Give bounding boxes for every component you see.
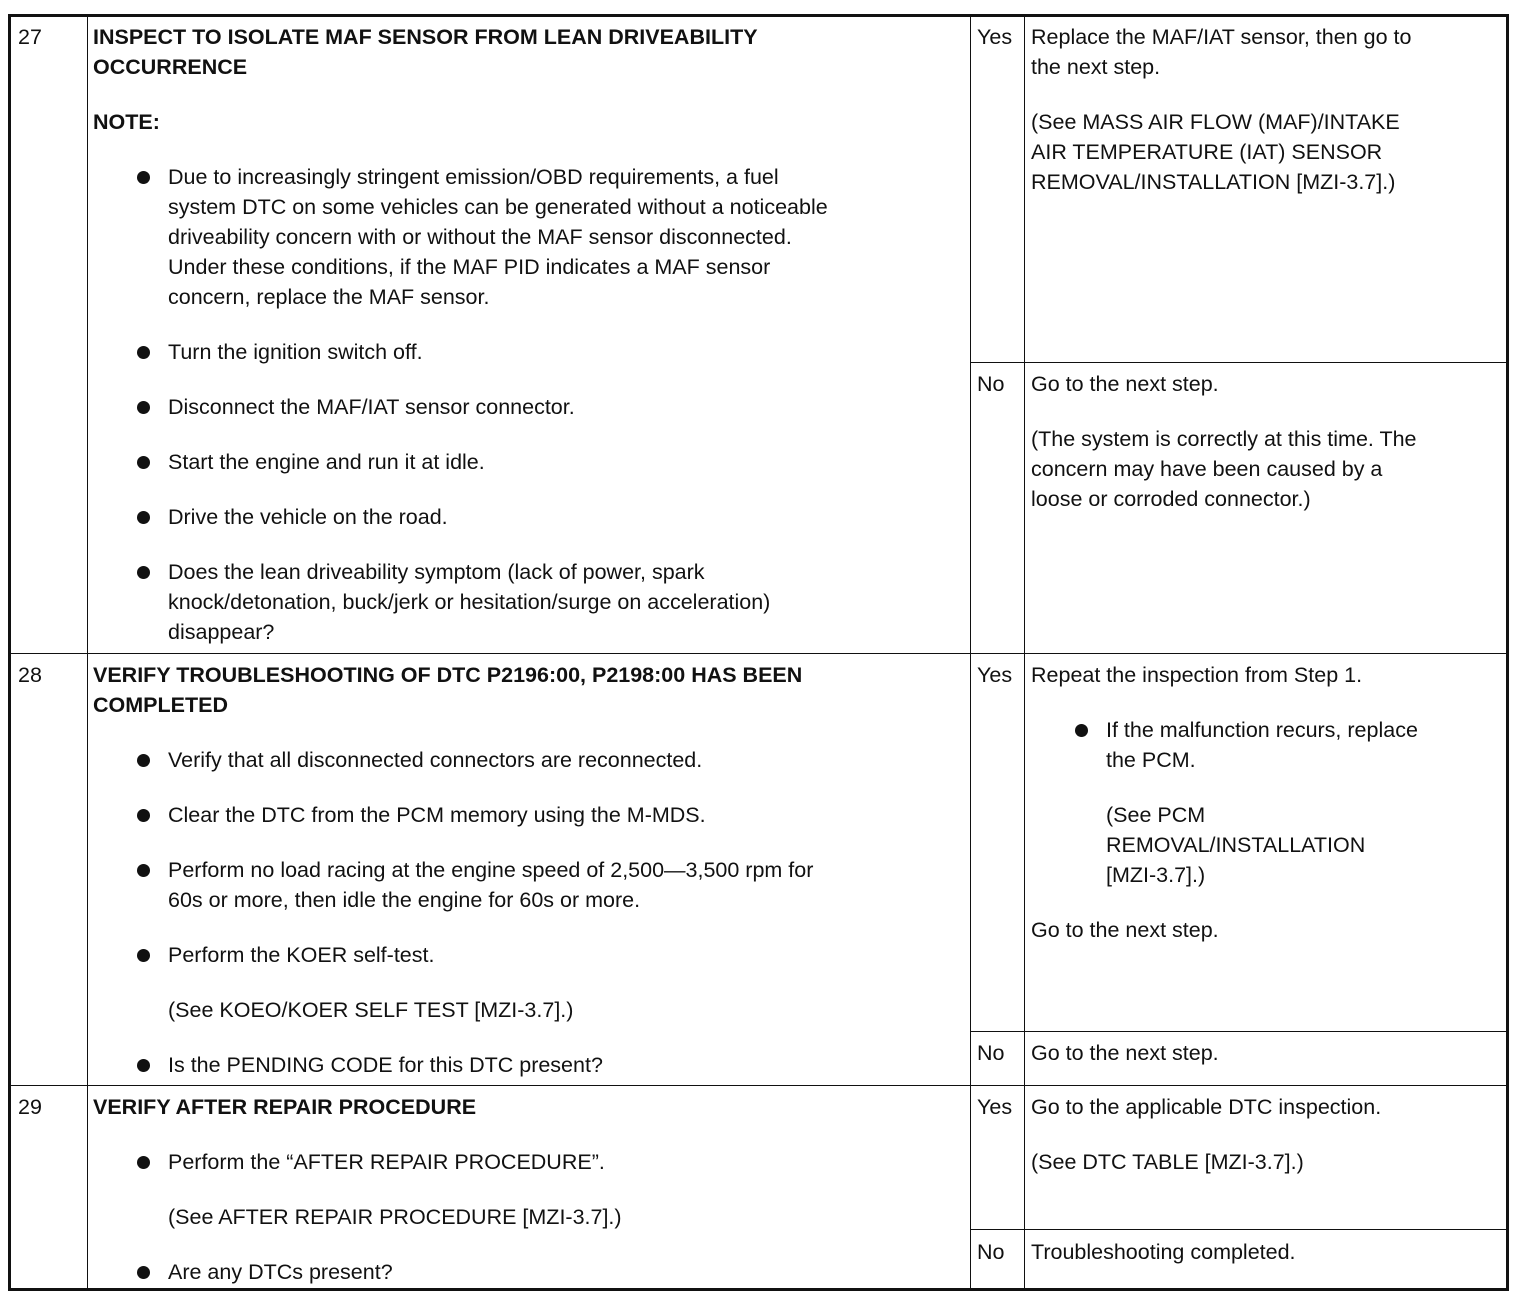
yes-reference: [MZI-3.7].) — [1106, 863, 1206, 887]
bullet-icon — [137, 864, 150, 877]
no-action: Troubleshooting completed. — [1031, 1240, 1296, 1264]
bullet-icon — [137, 346, 150, 359]
yes-no-divider — [970, 362, 1509, 363]
yes-reference: (See MASS AIR FLOW (MAF)/INTAKE — [1031, 110, 1400, 134]
bullet-reference: (See AFTER REPAIR PROCEDURE [MZI-3.7].) — [168, 1205, 622, 1229]
note-label: NOTE: — [93, 110, 160, 134]
step-title: VERIFY TROUBLESHOOTING OF DTC P2196:00, P2198:00 HAS BEEN — [93, 663, 803, 687]
no-label: No — [977, 1041, 1005, 1065]
note-text: driveability concern with or without the MAF sensor disconnected. — [168, 225, 792, 249]
yes-reference: REMOVAL/INSTALLATION [MZI-3.7].) — [1031, 170, 1396, 194]
step-number: 27 — [18, 25, 42, 49]
bullet-icon — [137, 1156, 150, 1169]
bullet-icon — [137, 754, 150, 767]
bullet-icon — [137, 566, 150, 579]
yes-label: Yes — [977, 25, 1013, 49]
note-text: Under these conditions, if the MAF PID indicates a MAF sensor — [168, 255, 771, 279]
bullet-icon — [137, 809, 150, 822]
step-title: INSPECT TO ISOLATE MAF SENSOR FROM LEAN DRIVEABILITY — [93, 25, 758, 49]
no-reference: concern may have been caused by a — [1031, 457, 1383, 481]
step-title: VERIFY AFTER REPAIR PROCEDURE — [93, 1095, 477, 1119]
yes-no-divider — [970, 1229, 1509, 1230]
no-reference: (The system is correctly at this time. The — [1031, 427, 1417, 451]
no-action: Go to the next step. — [1031, 372, 1219, 396]
bullet-reference: (See KOEO/KOER SELF TEST [MZI-3.7].) — [168, 998, 574, 1022]
yes-reference: (See PCM — [1106, 803, 1206, 827]
yes-action: Repeat the inspection from Step 1. — [1031, 663, 1363, 687]
no-label: No — [977, 372, 1005, 396]
bullet-text: Perform the “AFTER REPAIR PROCEDURE”. — [168, 1150, 605, 1174]
question-text: Does the lean driveability symptom (lack of power, spark — [168, 560, 705, 584]
note-text: concern, replace the MAF sensor. — [168, 285, 490, 309]
step-title: COMPLETED — [93, 693, 228, 717]
step-number: 29 — [18, 1095, 42, 1119]
step-title: OCCURRENCE — [93, 55, 248, 79]
bullet-icon — [137, 949, 150, 962]
no-reference: loose or corroded connector.) — [1031, 487, 1311, 511]
bullet-text: 60s or more, then idle the engine for 60s or more. — [168, 888, 641, 912]
bullet-text: Clear the DTC from the PCM memory using the M-MDS. — [168, 803, 706, 827]
bullet-text: Start the engine and run it at idle. — [168, 450, 485, 474]
bullet-icon — [137, 511, 150, 524]
question-text: disappear? — [168, 620, 275, 644]
yes-label: Yes — [977, 663, 1013, 687]
yes-reference: (See DTC TABLE [MZI-3.7].) — [1031, 1150, 1304, 1174]
no-action: Go to the next step. — [1031, 1041, 1219, 1065]
question-text: Are any DTCs present? — [168, 1260, 393, 1284]
row-divider — [8, 1085, 1509, 1086]
bullet-text: Perform the KOER self-test. — [168, 943, 435, 967]
bullet-icon — [137, 456, 150, 469]
bullet-text: Drive the vehicle on the road. — [168, 505, 448, 529]
row-divider — [8, 653, 1509, 654]
yes-bullet-text: the PCM. — [1106, 748, 1196, 772]
question-text: knock/detonation, buck/jerk or hesitation/surge on acceleration) — [168, 590, 771, 614]
bullet-text: Turn the ignition switch off. — [168, 340, 423, 364]
note-text: system DTC on some vehicles can be generated without a noticeable — [168, 195, 828, 219]
bullet-text: Perform no load racing at the engine speed of 2,500—3,500 rpm for — [168, 858, 814, 882]
bullet-icon — [1075, 724, 1088, 737]
yes-reference: REMOVAL/INSTALLATION — [1106, 833, 1366, 857]
yes-no-divider — [970, 1031, 1509, 1032]
yes-bullet-text: If the malfunction recurs, replace — [1106, 718, 1418, 742]
step-number: 28 — [18, 663, 42, 687]
yes-action: Go to the applicable DTC inspection. — [1031, 1095, 1382, 1119]
bullet-icon — [137, 401, 150, 414]
bullet-text: Verify that all disconnected connectors are reconnected. — [168, 748, 703, 772]
question-text: Is the PENDING CODE for this DTC present? — [168, 1053, 603, 1077]
bullet-text: Disconnect the MAF/IAT sensor connector. — [168, 395, 575, 419]
bullet-icon — [137, 1059, 150, 1072]
bullet-icon — [137, 171, 150, 184]
bullet-icon — [137, 1266, 150, 1279]
yes-action: the next step. — [1031, 55, 1161, 79]
yes-reference: AIR TEMPERATURE (IAT) SENSOR — [1031, 140, 1383, 164]
note-text: Due to increasingly stringent emission/OBD requirements, a fuel — [168, 165, 779, 189]
yes-action: Go to the next step. — [1031, 918, 1219, 942]
no-label: No — [977, 1240, 1005, 1264]
yes-action: Replace the MAF/IAT sensor, then go to — [1031, 25, 1412, 49]
yes-label: Yes — [977, 1095, 1013, 1119]
